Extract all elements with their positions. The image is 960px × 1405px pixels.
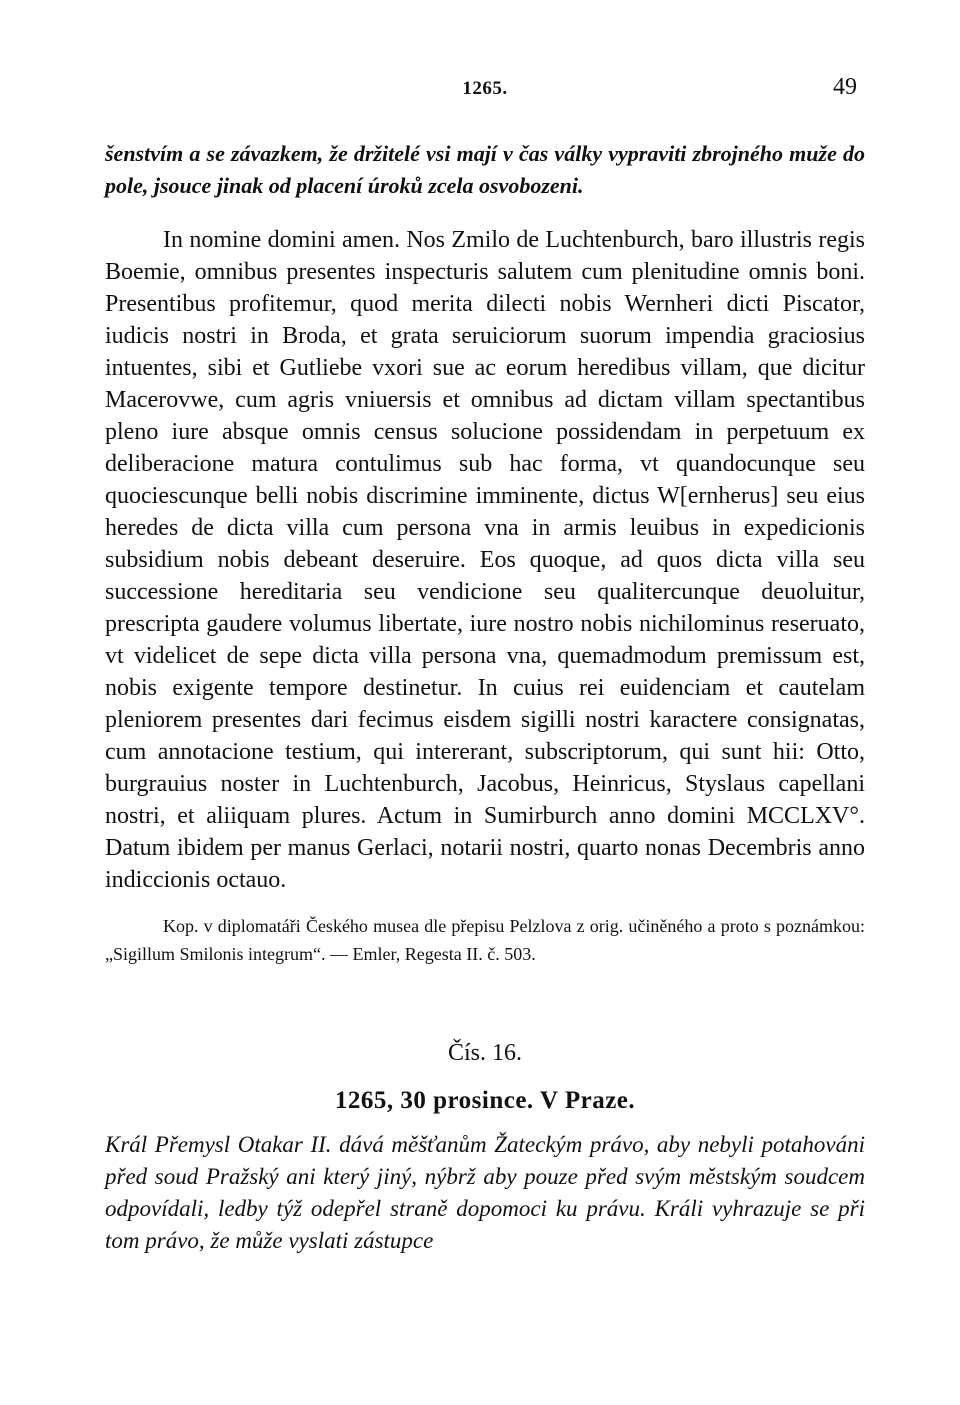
- page-number: 49: [833, 74, 857, 100]
- source-note: Kop. v diplomatáři Českého musea dle přepisu Pelzlova z orig. učiněného a proto s poznámkou: „Sigillum Smilonis integrum“. — Emler, Regesta II. č. 503.: [105, 916, 865, 964]
- previous-document-summary: šenstvím a se závazkem, že držitelé vsi mají v čas války vypraviti zbrojného muže do pole, jsouce jinak od placení úroků zcela osvobozeni.: [105, 141, 865, 198]
- charter-text: In nomine domini amen. Nos Zmilo de Luchtenburch, baro illustris regis Boemie, omnibus presentes inspecturis salutem cum plenitudine omnis boni. Presentibus profitemur, quod merita dilecti nobis Wernheri dicti Piscator, iudicis nostri in Broda, et grata seruiciorum suorum impendia graciosius intuentes, sibi et Gutliebe vxori sue ac eorum heredibus villam, que dicitur Macerovwe, cum agris vniuersis et omnibus ad dictam villam spectantibus pleno iure absque omnis census solucione possidendam in perpetuum ex deliberacione matura contulimus sub hac forma, vt quandocunque seu quociescunque belli nobis discrimine imminente, dictus W[ernherus] seu eius heredes de dicta villa cum persona vna in armis leuibus in expedicionis subsidium nobis debeant deseruire. Eos quoque, ad quos dicta villa seu successione hereditaria seu vendicione seu qualitercunque deuoluitur, prescripta gaudere volumus libertate, iure nostro nobis nichilominus reseruato, vt videlicet de sepe dicta villa persona vna, quemadmodum premissum est, nobis exigente tempore destinetur. In cuius rei euidenciam et cautelam pleniorem presentes dari fecimus eisdem sigilli nostri karactere consignatas, cum annotacione testium, qui intererant, subscriptorum, qui sunt hii: Otto, burgrauius noster in Luchtenburch, Jacobus, Heinricus, Styslaus capellani nostri, et aliiquam plures. Actum in Sumirburch anno domini MCCLXV°. Datum ibidem per manus Gerlaci, notarii nostri, quarto nonas Decembris anno indiccionis octauo.: [105, 227, 865, 893]
- document-date-place: 1265, 30 prosince. V Praze.: [334, 1087, 636, 1114]
- document-page: [105, 70, 865, 1257]
- document-number: Čís. 16.: [447, 1040, 522, 1066]
- running-head-year: 1265.: [462, 78, 508, 99]
- document-summary: Král Přemysl Otakar II. dává měšťanům Žateckým právo, aby nebyli potahováni před soud Pražský ani který jiný, nýbrž aby pouze před svým městským soudcem odpovídali, ledby týž odepřel straně dopomoci ku právu. Králi vyhrazuje se při tom právo, že může vyslati zástupce: [105, 1132, 865, 1253]
- page-header: [105, 70, 865, 110]
